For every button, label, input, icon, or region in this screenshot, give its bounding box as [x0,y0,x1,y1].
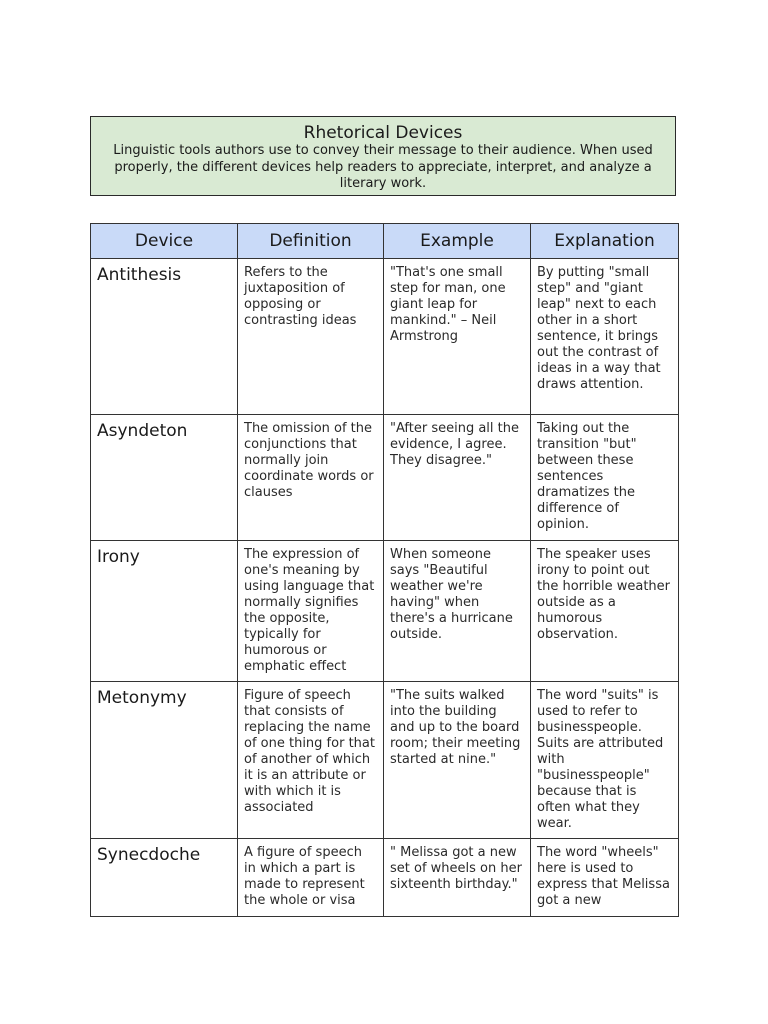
device-explanation: The speaker uses irony to point out the horrible weather outside as a humorous observation. [531,541,679,682]
column-header-device: Device [91,224,238,259]
device-name: Synecdoche [91,839,238,917]
device-example: " Melissa got a new set of wheels on her sixteenth birthday." [384,839,531,917]
table-row [91,682,679,839]
device-explanation: Taking out the transition "but" between these sentences dramatizes the difference of opinion. [531,415,679,541]
table-row [91,259,679,415]
device-example: "That's one small step for man, one giant leap for mankind." – Neil Armstrong [384,259,531,415]
device-name: Asyndeton [91,415,238,541]
device-explanation: The word "suits" is used to refer to businesspeople. Suits are attributed with "businesspeople" because that is often what they wear. [531,682,679,839]
device-example: "After seeing all the evidence, I agree. They disagree." [384,415,531,541]
device-definition: Figure of speech that consists of replacing the name of one thing for that of another of which it is an attribute or with which it is associated [238,682,384,839]
device-name: Irony [91,541,238,682]
rhetorical-devices-table [90,223,679,917]
device-explanation: The word "wheels" here is used to express that Melissa got a new [531,839,679,917]
page-subtitle: Linguistic tools authors use to convey their message to their audience. When used properly, the different devices help readers to appreciate, interpret, and analyze a literary work. [113,143,653,191]
table-row [91,415,679,541]
device-definition: A figure of speech in which a part is made to represent the whole or visa [238,839,384,917]
device-definition: The expression of one's meaning by using language that normally signifies the opposite, typically for humorous or emphatic effect [238,541,384,682]
title-box [90,116,676,196]
device-name: Antithesis [91,259,238,415]
device-example: When someone says "Beautiful weather we're having" when there's a hurricane outside. [384,541,531,682]
device-example: "The suits walked into the building and up to the board room; their meeting started at nine." [384,682,531,839]
table-row [91,541,679,682]
table-row [91,839,679,917]
device-definition: The omission of the conjunctions that normally join coordinate words or clauses [238,415,384,541]
column-header-example: Example [384,224,531,259]
column-header-explanation: Explanation [531,224,679,259]
device-definition: Refers to the juxtaposition of opposing or contrasting ideas [238,259,384,415]
table-header-row [91,224,679,259]
device-explanation: By putting "small step" and "giant leap" next to each other in a short sentence, it brings out the contrast of ideas in a way that draws attention. [531,259,679,415]
column-header-definition: Definition [238,224,384,259]
device-name: Metonymy [91,682,238,839]
page-title: Rhetorical Devices [303,123,463,143]
